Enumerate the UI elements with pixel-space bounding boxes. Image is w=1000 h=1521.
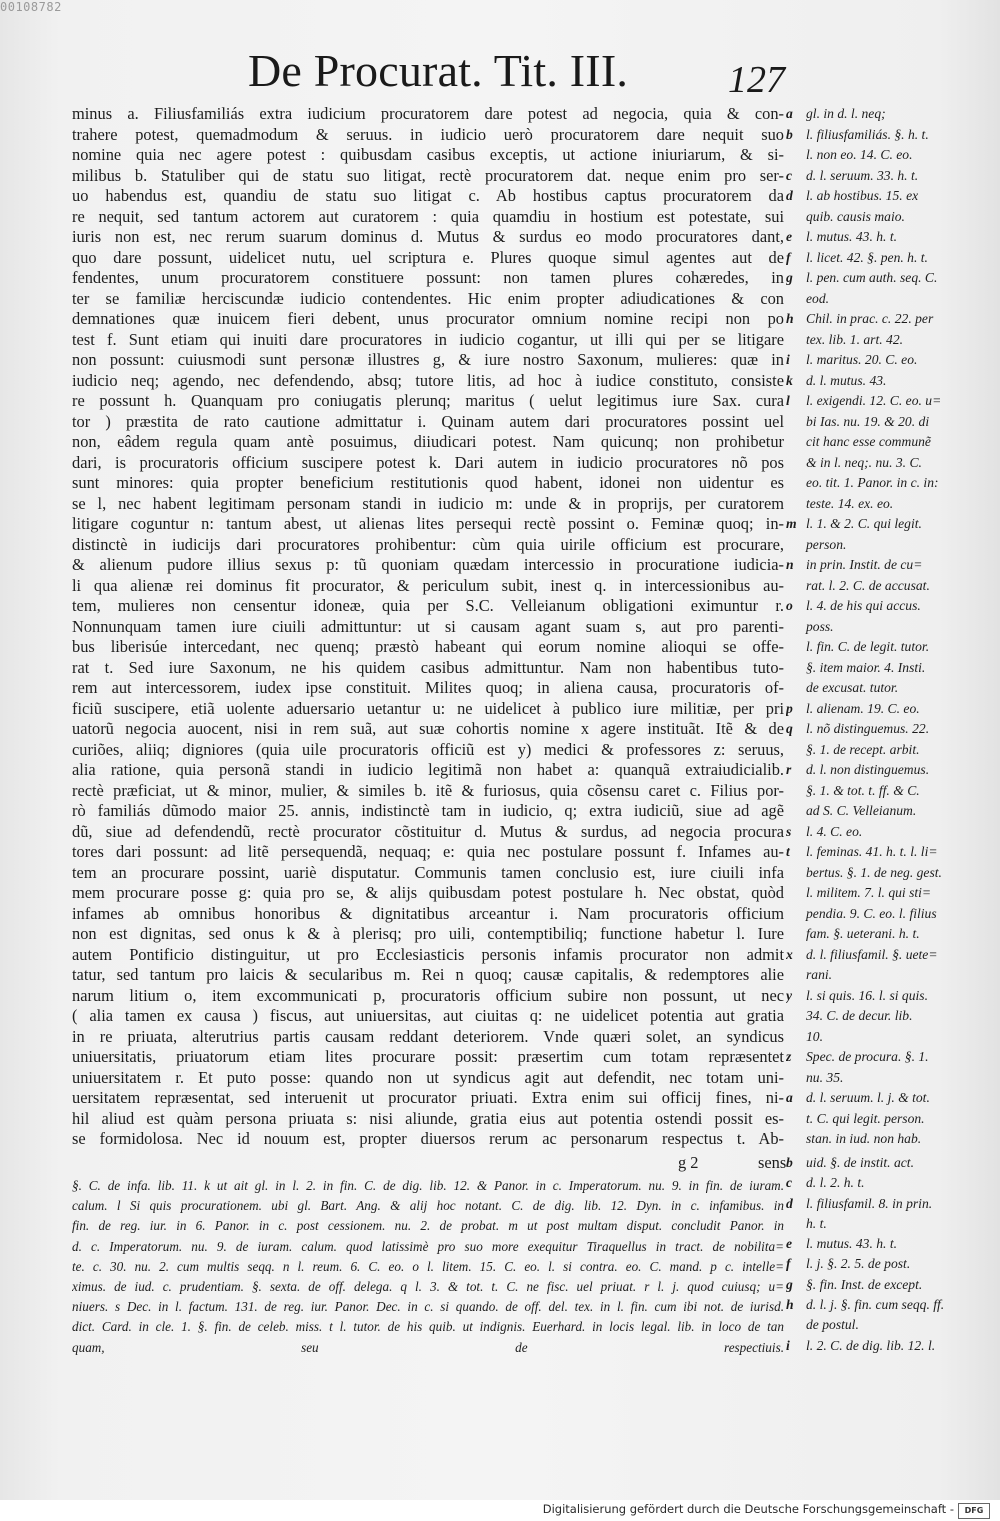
footnote-line: d. c. Imperatorum. nu. 9. de iuram. calum. quod latissimè pro suo more exequitur Tiraquellus in tract. de nobilita= [72, 1238, 784, 1254]
text-line: distinctè in iudicijs dari procuratores prohibentur: cùm quia uirile officium est procurare, [72, 534, 784, 554]
margin-note-key: n [786, 557, 794, 572]
margin-note-text: d. l. mutus. 43. [806, 372, 887, 388]
text-line: se formidolosa. Nec id nouum est, propter diuersos rerum ac personarum respectus t. Ab- [72, 1129, 784, 1148]
margin-note-text: in prin. Instit. de cu= [806, 557, 923, 572]
margin-note-text: de postul. [806, 1317, 859, 1333]
margin-note [786, 760, 996, 781]
text-line: ficiũ suscipere, etiã uolente aduersario uetantur u: ne uidelicet à publico iure militiæ, per pri [72, 698, 784, 718]
main-text-block [72, 104, 784, 1150]
margin-note [786, 924, 996, 945]
margin-note-text: d. l. seruum. l. j. & tot. [806, 1090, 930, 1105]
margin-note [786, 1234, 996, 1254]
text-line: li qua alienæ rei dominus fit procurator, & periculum subit, inest q. in intercessionibus au- [72, 575, 784, 595]
text-line: tatur, sed tantum pro laicis & secularibus m. Rei n quoq; causæ capitalis, & redemptores alie [72, 965, 784, 984]
margin-note-text: l. 4. de his qui accus. [806, 598, 921, 613]
margin-note-text: l. 1. & 2. C. qui legit. [806, 516, 922, 531]
text-line: iudicio neq; agendo, nec defendendo, absq; tutore litis, ad hoc à iudice constituto, consiste [72, 370, 784, 390]
margin-note-text: l. maritus. 20. C. eo. [806, 352, 918, 367]
margin-note [786, 576, 996, 597]
margin-note [786, 350, 996, 371]
margin-note [786, 1275, 996, 1295]
footnote-line: te. c. 30. nu. 2. cum multis seqq. n l. reum. 6. C. eo. o l. litem. 15. C. eo. l. si contra. eo. C. mand. p c. intelle= [72, 1258, 784, 1274]
text-line: dũ, siue ad defendendũ, rectè procurator cõstituitur d. Mutus & surdus, ad negocia procura [72, 821, 784, 841]
margin-note-text: quib. causis maio. [806, 208, 905, 224]
margin-note [786, 965, 996, 986]
margin-note [786, 268, 996, 289]
margin-note-key: b [786, 126, 793, 142]
text-line: uo habendus est, quandiu de statu suo litigat c. Ab hostibus captus procuratorem da [72, 186, 784, 205]
margin-note-key: c [786, 167, 793, 183]
margin-note [786, 248, 996, 269]
margin-note [786, 1295, 996, 1315]
margin-note-text: l. filiusfamil. 8. in prin. [806, 1195, 933, 1211]
margin-note [786, 596, 996, 617]
folio-number: 127 [728, 59, 785, 101]
margin-note [786, 1109, 996, 1130]
margin-note-text: d. l. 2. h. t. [806, 1175, 865, 1191]
margin-note-key: p [786, 700, 793, 716]
text-line: test f. Sunt etiam qui inuiti dare procuratores in iudicio cogantur, ut illi qui per se litigare [72, 329, 784, 349]
margin-note-text: poss. [806, 618, 834, 634]
margin-note [786, 514, 996, 535]
margin-note-text: l. j. §. 2. 5. de post. [806, 1256, 911, 1272]
text-line: litigare coguntur n: tantum abest, ut alienas lites persequi rectè possint o. Feminæ quoq; in- [72, 514, 784, 533]
text-line: iuris non est, nec rerum suarum dominus d. Mutus & surdus eo modo procuratores dant, [72, 227, 784, 246]
margin-note-text: h. t. [806, 1215, 827, 1231]
margin-note-text: uid. §. de instit. act. [806, 1155, 914, 1170]
margin-note [786, 104, 996, 125]
text-line: ( alia tamen ex causa ) fiscus, aut uniuersitas, aut ciuitas q: ne uidelicet potentia aut gratia [72, 1006, 784, 1025]
margin-note-text: eo. tit. 1. Panor. in c. in: [806, 475, 939, 490]
margin-note [786, 801, 996, 822]
text-line: rat t. Sed iure Saxonum, ne his quidem casibus admittuntur. Nam non habentibus tuto- [72, 657, 784, 677]
catchword: sens [758, 1153, 787, 1172]
text-line: bus liberisúe intercedant, nec quenq; præstò habeant qui eorum nomine alioqui se offe- [72, 637, 784, 656]
margin-note-text: 10. [806, 1028, 823, 1044]
margin-note [786, 1153, 996, 1173]
margin-note-text: pendia. 9. C. eo. l. filius [806, 905, 937, 921]
text-line: autem Pontificio distinguitur, ut pro Ecclesiasticis personis infamis procurator non admit [72, 944, 784, 964]
margin-note-key: g [786, 1276, 793, 1292]
margin-note [786, 330, 996, 351]
text-line: dari, is procuratoris officium suscipere potest k. Dari autem in iudicio procuratores nõ pos [72, 452, 784, 472]
margin-note [786, 1336, 996, 1356]
margin-note [786, 145, 996, 166]
margin-note-text: bertus. §. 1. de neg. gest. [806, 864, 942, 880]
margin-note-text: rani. [806, 967, 833, 982]
text-line: rectè præficiat, ut & minor, mulier, & similes b. itẽ & furiosus, quia cõsensu caret c. Filius por- [72, 780, 784, 800]
margin-note-text: l. ab hostibus. 15. ex [806, 188, 919, 203]
footnote-line: §. C. de infa. lib. 11. k ut ait gl. in l. 2. in fin. C. de dig. lib. 12. & Panor. in c. Imperatorum. nu. 9. in fin. de iuram. [72, 1178, 784, 1193]
margin-note [786, 1006, 996, 1027]
margin-note-key: h [786, 311, 794, 326]
funding-credit: Digitalisierung gefördert durch die Deutsche Forschungsgemeinschaft - [542, 1502, 954, 1516]
dfg-logo: DFG [958, 1503, 990, 1519]
text-line: hil aliud est quàm persona priuata s: nisi aliunde, gratia eius aut potentia ostendi possit es- [72, 1108, 784, 1128]
margin-note-text: §. 1. & tot. t. ff. & C. [806, 782, 920, 798]
text-line: tem an procurare possint, uariè disputatur. Communis tamen conclusio est, iure ciuili infa [72, 862, 784, 882]
footnote-line: calum. l Si quis procurationem. ubi gl. Bart. Ang. & alij hoc notant. C. de dig. lib. 12. Dyn. in c. infamibus. in [72, 1198, 784, 1214]
margin-note [786, 227, 996, 248]
shelfmark-number: 00108782 [0, 0, 62, 14]
text-line: milibus b. Statuliber qui de statu suo litigat, rectè procuratorem dat. neque enim pro ser- [72, 165, 784, 185]
footnotes-block [72, 1176, 784, 1358]
text-line: non, eâdem regula quam antè posuimus, diiudicari potest. Nam quicunq; non prohibetur [72, 432, 784, 451]
margin-note [786, 719, 996, 740]
margin-note [786, 166, 996, 187]
running-title: De Procurat. Tit. III. [248, 45, 629, 96]
margin-note-text: Spec. de procura. §. 1. [806, 1049, 929, 1064]
margin-note [786, 186, 996, 207]
digitization-footer [0, 1500, 1000, 1521]
margin-note [786, 535, 996, 556]
margin-note [786, 1254, 996, 1274]
margin-note-text: l. alienam. 19. C. eo. [806, 700, 920, 716]
text-line: alia ratione, quia personã standi in iudicio legitimã non habet a: quanquã extraiudicialib. [72, 760, 784, 779]
footnote-line: fin. de reg. iur. in 6. Panor. in c. post cessionem. nu. 2. de probat. m ut post multam disput. concludit Panor. in [72, 1218, 784, 1234]
margin-note-text: l. si quis. 16. l. si quis. [806, 987, 928, 1003]
margin-note-text: t. C. qui legit. person. [806, 1110, 925, 1126]
margin-note [786, 1047, 996, 1068]
margin-note-text: l. non eo. 14. C. eo. [806, 147, 913, 162]
margin-note-text: l. exigendi. 12. C. eo. u= [806, 393, 942, 408]
margin-note-text: d. l. j. §. fin. cum seqq. ff. [806, 1297, 945, 1313]
margin-note [786, 125, 996, 146]
margin-note [786, 740, 996, 761]
margin-note-key: e [786, 1236, 793, 1252]
margin-note-text: gl. in d. l. neq; [806, 106, 886, 121]
margin-note-key: f [786, 249, 791, 265]
margin-note [786, 781, 996, 802]
margin-note [786, 986, 996, 1007]
margin-note-text: d. l. filiusfamil. §. uete= [806, 946, 938, 962]
margin-note-text: l. filiusfamiliás. §. h. t. [806, 126, 929, 142]
text-line: uatorũ negocia auocent, nisi in rem suã, aut suæ cohortis nomine x agere instituãt. Itẽ & de [72, 719, 784, 738]
text-line: trahere potest, quemadmodum & seruus. in iudicio uerò procuratorem dare nequit suo [72, 124, 784, 144]
margin-note-text: 34. C. de decur. lib. [806, 1008, 913, 1023]
footnote-line: ximus. de iud. c. prudentiam. §. sexta. de off. delega. q l. 3. & tot. t. C. ne fisc. uel priuat. r l. j. quod cuiusq; u= [72, 1278, 784, 1294]
margin-note [786, 207, 996, 228]
text-line: in re priuata, alterutrius partis causam reddant deteriorem. Vnde quæri solet, an syndicus [72, 1026, 784, 1046]
margin-note-key: b [786, 1155, 793, 1170]
margin-note-key: o [786, 598, 793, 613]
text-line: fendentes, unum procuratorem constituere possunt: non tamen plures cohæredes, in [72, 268, 784, 287]
text-line: & alienum pudore illius sexus p: tũ quoniam quædam intercessio in procuratione iudicia- [72, 555, 784, 574]
margin-note [786, 473, 996, 494]
text-line: tem, mulieres non censentur idoneæ, quia per S.C. Velleianum obligationi eximuntur r. [72, 596, 784, 615]
margin-note-text: l. militem. 7. l. qui sti= [806, 885, 932, 900]
margin-notes-lower-column [786, 1153, 996, 1356]
margin-note [786, 883, 996, 904]
margin-note-text: l. pen. cum auth. seq. C. [806, 270, 938, 285]
margin-note-text: d. l. non distinguemus. [806, 762, 930, 777]
margin-note [786, 289, 996, 310]
text-line: Nonnunquam tamen iure ciuili admittuntur: ut si causam agant suam s, aut pro parenti- [72, 616, 784, 636]
margin-note-text: stan. in iud. non hab. [806, 1131, 922, 1146]
margin-note-text: teste. 14. ex. eo. [806, 495, 894, 511]
text-line: sunt minores: quia propter beneficium restitutionis quod habent, idonei non uidentur es [72, 473, 784, 492]
margin-note-key: e [786, 229, 793, 244]
margin-note-text: §. 1. de recept. arbit. [806, 741, 920, 757]
margin-note [786, 1068, 996, 1089]
margin-note [786, 822, 996, 843]
text-line: tores dari possunt: ad litẽ persequendã, nequaq; e: quia nec postulare possunt f. Infames au- [72, 842, 784, 861]
margin-note-key: c [786, 1175, 793, 1191]
margin-note-text: l. licet. 42. §. pen. h. t. [806, 249, 928, 265]
margin-note [786, 494, 996, 515]
margin-note-key: d [786, 188, 793, 203]
text-line: non possunt: cuiusmodi sunt personæ illustres g, & iure nostro Saxonum, mulieres: quæ in [72, 350, 784, 369]
margin-note-key: i [786, 352, 790, 367]
margin-note-text: ad S. C. Velleianum. [806, 803, 917, 818]
margin-note-text: person. [806, 536, 847, 552]
text-line: uniuersitatem r. Et puto posse: quando non ut syndicus agit aut defendit, nec totam uni- [72, 1067, 784, 1087]
text-line: rem aut intercessorem, iudex ipse constituit. Milites quoq; in aliena causa, procuratoris of- [72, 678, 784, 697]
text-line: curiões, aliiq; digniores (quia uile procuratoris officiũ est y) medici & professores z: seruus, [72, 739, 784, 759]
margin-note-text: fam. §. ueterani. h. t. [806, 926, 920, 941]
margin-note-text: §. fin. Inst. de except. [806, 1276, 923, 1292]
margin-note-key: a [786, 106, 793, 121]
margin-note-key: q [786, 721, 793, 736]
margin-note-text: §. item maior. 4. Insti. [806, 659, 926, 675]
margin-note-key: y [786, 987, 793, 1003]
text-line: minus a. Filiusfamiliás extra iudicium procuratorem dare potest ad negocia, quia & con- [72, 104, 784, 123]
margin-note-text: tex. lib. 1. art. 42. [806, 331, 904, 347]
margin-note-key: h [786, 1297, 794, 1313]
signature-row [72, 1153, 787, 1175]
margin-note-text: de excusat. tutor. [806, 680, 899, 695]
margin-note [786, 1315, 996, 1335]
margin-note-key: x [786, 946, 793, 962]
text-line: rò familiás dũmodo maior 25. annis, indistinctè tam in iudicio, q; extra iudiciũ, siue ad agẽ [72, 801, 784, 820]
margin-note [786, 309, 996, 330]
text-line: uniuersitatis, priuatorum etiam lites procurare possit: præsertim cum totam repræsentet [72, 1047, 784, 1066]
margin-note-key: r [786, 762, 792, 777]
margin-note [786, 412, 996, 433]
margin-note-key: m [786, 516, 797, 531]
margin-note [786, 678, 996, 699]
text-line: mem procurare posse g: quia pro se, & alijs quibusdam potest postulare h. Nec obstat, quòd [72, 883, 784, 902]
margin-note [786, 658, 996, 679]
margin-note [786, 1027, 996, 1048]
margin-note-key: s [786, 823, 792, 839]
margin-note [786, 432, 996, 453]
margin-note-text: l. nõ distinguemus. 22. [806, 721, 930, 736]
margin-note-key: k [786, 372, 793, 388]
signature-mark: g 2 [678, 1153, 699, 1172]
margin-note-key: f [786, 1256, 791, 1272]
margin-note-text: l. 2. C. de dig. lib. 12. l. [806, 1337, 936, 1353]
text-line: re nequit, sed tantum actorem aut curatorem : quia quamdiu in hostium est potestate, sui [72, 206, 784, 226]
margin-note-key: z [786, 1049, 792, 1064]
margin-note [786, 904, 996, 925]
text-line: demnationes quæ inuicem fieri debent, unus procurator omnium nomine recipi non po [72, 309, 784, 328]
margin-note-text: d. l. seruum. 33. h. t. [806, 167, 919, 183]
margin-note [786, 863, 996, 884]
margin-note [786, 453, 996, 474]
margin-note-text: l. mutus. 43. h. t. [806, 229, 898, 244]
margin-note [786, 391, 996, 412]
margin-note-key: l [786, 393, 790, 408]
text-line: infames ab omnibus honoribus & dignitatibus arceantur i. Nam procuratoris officium [72, 903, 784, 923]
text-line: tor ) præstita de rato cautione admittatur i. Quinam autem dari procuratores possint uel [72, 411, 784, 431]
margin-note-text: cit hanc esse communẽ [806, 434, 931, 449]
footnote-line: niuers. s Dec. in l. factum. 131. de reg. iur. Panor. Dec. in c. si quando. de off. del. tex. in l. fin. cum ibi not. de iurisd. [72, 1299, 784, 1315]
margin-note-key: i [786, 1337, 790, 1353]
margin-note-key: d [786, 1195, 793, 1211]
margin-note [786, 1194, 996, 1214]
margin-note [786, 945, 996, 966]
margin-note [786, 1088, 996, 1109]
margin-notes-column [786, 104, 996, 1150]
margin-note [786, 699, 996, 720]
margin-note [786, 1214, 996, 1234]
margin-note-text: Chil. in prac. c. 22. per [806, 311, 934, 326]
footnote-line: dict. Card. in cle. 1. §. fin. de celeb. miss. t l. tutor. de his quib. ut indignis. Euerhard. in locis legal. lib. in loco de tan [72, 1319, 784, 1335]
margin-note-text: rat. l. 2. C. de accusat. [806, 577, 930, 593]
margin-note-text: l. fin. C. de legit. tutor. [806, 639, 930, 654]
text-line: narum litium o, item excommunicati p, procuratoris officium subire non possunt, ut nec [72, 985, 784, 1005]
margin-note [786, 371, 996, 392]
footnote-line: quam, seu de respectiuis. [72, 1339, 784, 1355]
margin-note-text: l. mutus. 43. h. t. [806, 1236, 898, 1252]
margin-note [786, 555, 996, 576]
margin-note-text: l. 4. C. eo. [806, 823, 863, 839]
margin-note-key: t [786, 844, 790, 859]
margin-note [786, 842, 996, 863]
text-line: non est dignitas, sed onus k & à plerisq; pro uili, contemptibiliq; functione habetur l. Iure [72, 924, 784, 943]
margin-note-text: & in l. neq;. nu. 3. C. [806, 454, 922, 470]
text-line: ter se familiæ herciscundæ iudicio contendentes. Hic enim propter adiudicationes & con [72, 288, 784, 308]
margin-note-text: l. feminas. 41. h. t. l. li= [806, 844, 938, 859]
text-line: re possunt h. Quanquam pro coniugatis plerunq; maritus ( uelut legitimus iure Sax. cura [72, 391, 784, 410]
margin-note [786, 617, 996, 638]
margin-note [786, 1173, 996, 1193]
margin-note-text: nu. 35. [806, 1069, 844, 1085]
margin-note-text: bi Ias. nu. 19. & 20. di [806, 413, 930, 429]
margin-note-text: eod. [806, 290, 830, 306]
margin-note [786, 1129, 996, 1150]
text-line: nomine quia nec agere potest : quibusdam casibus exceptis, ut actione iniuriarum, & si- [72, 145, 784, 164]
margin-note-key: a [786, 1090, 793, 1105]
text-line: uersitatem repræsentat, sed interuenit ut procurator priuati. Extra enim sui officij fines, ni- [72, 1088, 784, 1107]
text-line: quo dare possunt, uidelicet nutu, uel scriptura e. Plures quoque simul agentes aut de [72, 247, 784, 267]
text-line: se l, nec habent legitimam personam standi in iudicio m: unde & in proprijs, per curatorem [72, 493, 784, 513]
margin-note-key: g [786, 270, 793, 285]
margin-note [786, 637, 996, 658]
